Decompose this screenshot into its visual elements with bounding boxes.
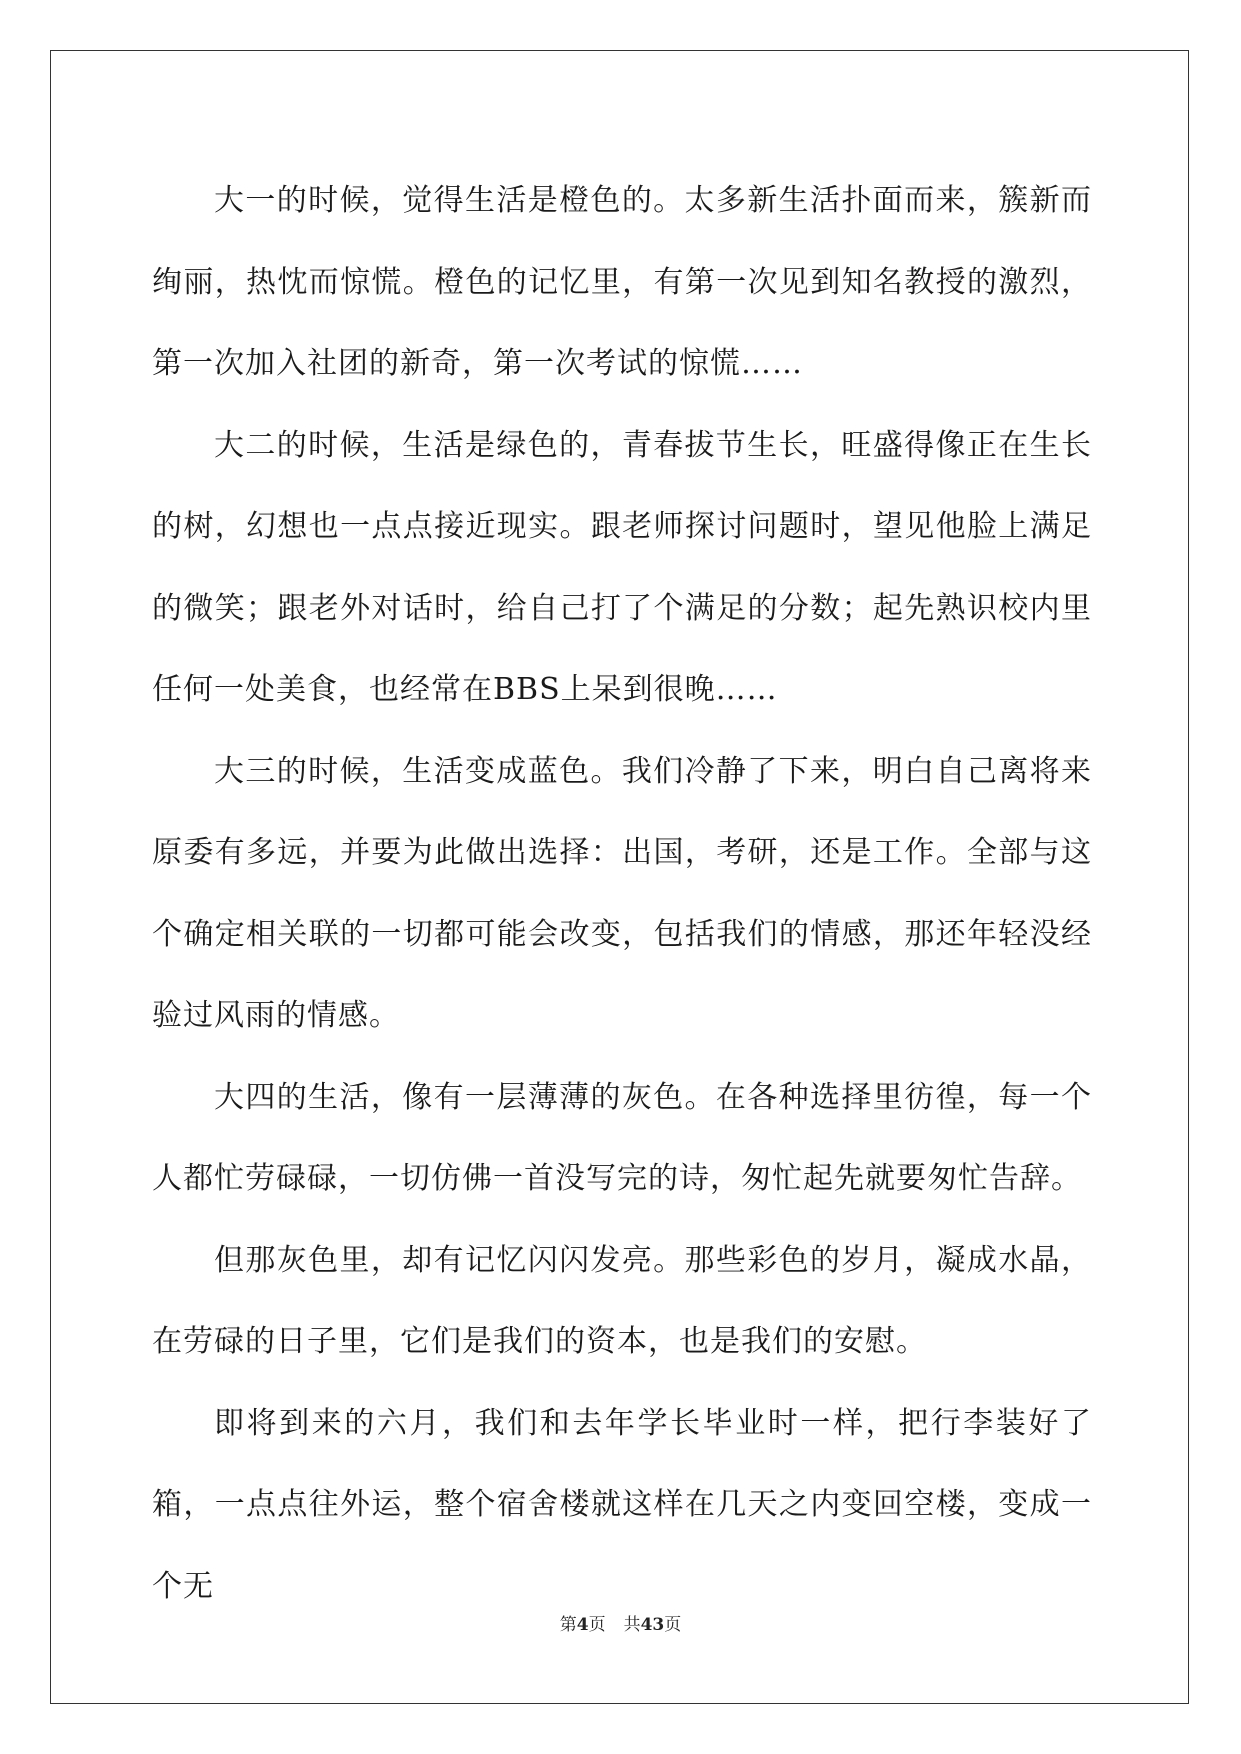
paragraph-1: 大一的时候，觉得生活是橙色的。太多新生活扑面而来，簇新而绚丽，热忱而惊慌。橙色的记忆里，有第一次见到知名教授的激烈，第一次加入社团的新奇，第一次考试的惊慌…… [152,183,1092,381]
page-suffix: 页 [588,1615,606,1635]
paragraph-4: 大四的生活，像有一层薄薄的灰色。在各种选择里彷徨，每一个人都忙劳碌碌，一切仿佛一首没写完的诗，匆忙起先就要匆忙告辞。 [152,1079,1092,1196]
paragraph-5: 但那灰色里，却有记忆闪闪发亮。那些彩色的岁月，凝成水晶，在劳碌的日子里，它们是我们的资本，也是我们的安慰。 [152,1242,1092,1359]
paragraph-6: 即将到来的六月，我们和去年学长毕业时一样，把行李装好了箱，一点点往外运，整个宿舍楼就这样在几天之内变回空楼，变成一个无 [152,1405,1092,1604]
page-number: 4 [576,1615,589,1635]
total-prefix: 共 [623,1615,641,1635]
total-suffix: 页 [664,1615,682,1635]
total-pages: 43 [640,1615,665,1635]
page-prefix: 第 [559,1615,577,1635]
page-footer [0,1610,1241,1635]
paragraph-3: 大三的时候，生活变成蓝色。我们冷静了下来，明白自己离将来原委有多远，并要为此做出选择：出国，考研，还是工作。全部与这个确定相关联的一切都可能会改变，包括我们的情感，那还年轻没经验过风雨的情感。 [152,753,1092,1033]
document-body [152,160,1092,1627]
paragraph-2: 大二的时候，生活是绿色的，青春拔节生长，旺盛得像正在生长的树，幻想也一点点接近现实。跟老师探讨问题时，望见他脸上满足的微笑；跟老外对话时，给自己打了个满足的分数；起先熟识校内里任何一处美食，也经常在BBS上呆到很晚…… [152,427,1092,707]
